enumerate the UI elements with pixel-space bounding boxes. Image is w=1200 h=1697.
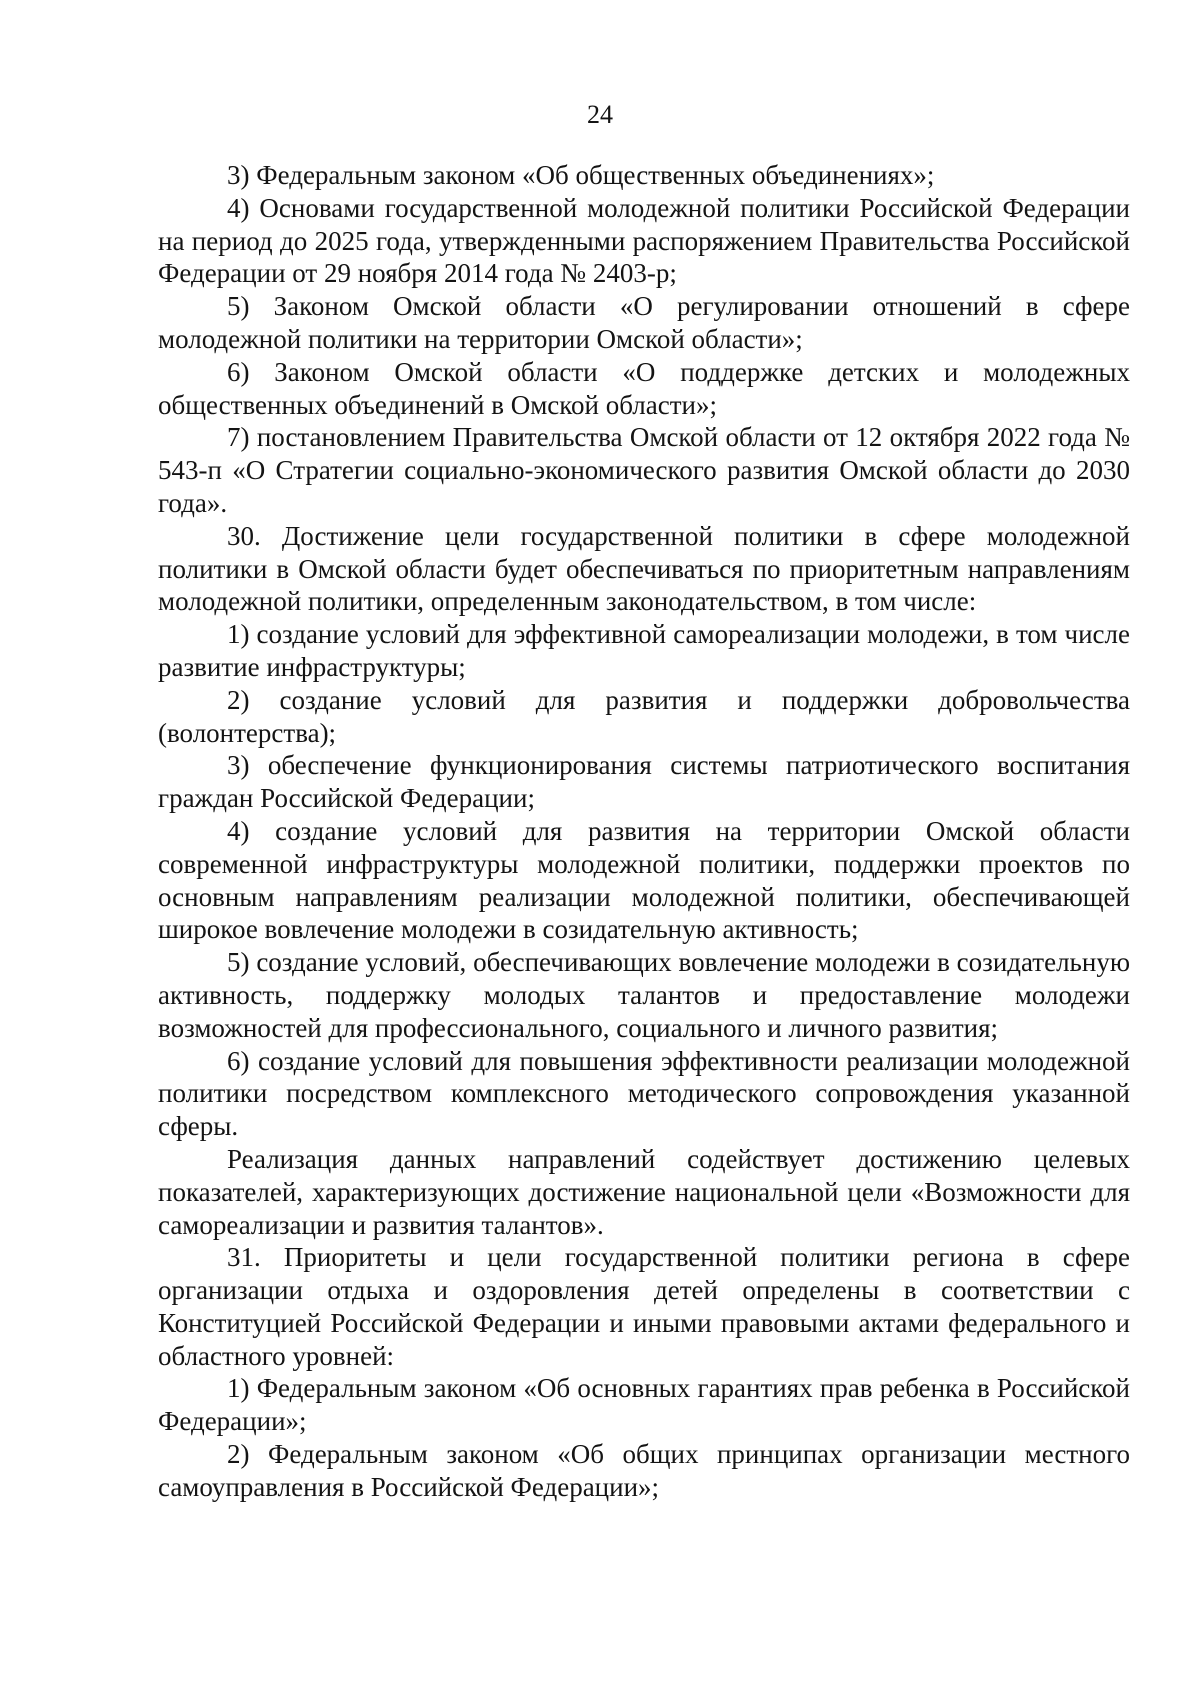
paragraph-youth-policy-foundations: 4) Основами государственной молодежной политики Российской Федерации на период до 2025 года, утвержденными распоряжением Правительства Российской Федерации от 29 ноября 2014 года № 2403-р;: [158, 192, 1130, 289]
paragraph-direction-5: 5) создание условий, обеспечивающих вовлечение молодежи в созидательную активность, поддержку молодых талантов и предоставление молодежи возможностей для профессионального, социального и личного развития;: [158, 947, 1130, 1043]
paragraph-direction-2: 2) создание условий для развития и поддержки добровольчества (волонтерства);: [158, 684, 1130, 748]
paragraph-omsk-associations-law: 6) Законом Омской области «О поддержке детских и молодежных общественных объединений в Омской области»;: [158, 356, 1130, 420]
document-body: [158, 159, 1130, 1504]
paragraph-law-public-associations: 3) Федеральным законом «Об общественных объединениях»;: [227, 160, 935, 190]
paragraph-national-goal: Реализация данных направлений содействует достижению целевых показателей, характеризующих достижение национальной цели «Возможности для самореализации и развития талантов».: [158, 1143, 1130, 1240]
page-number: 24: [587, 100, 613, 129]
paragraph-section-31: 31. Приоритеты и цели государственной политики региона в сфере организации отдыха и оздоровления детей определены в соответствии с Конституцией Российской Федерации и иными правовыми актами федерального и областного уровней:: [158, 1242, 1130, 1371]
paragraph-direction-3: 3) обеспечение функционирования системы патриотического воспитания граждан Российской Федерации;: [158, 750, 1130, 814]
paragraph-direction-6: 6) создание условий для повышения эффективности реализации молодежной политики посредством комплексного методического сопровождения указанной сферы.: [158, 1045, 1130, 1142]
paragraph-omsk-youth-policy-law: 5) Законом Омской области «О регулировании отношений в сфере молодежной политики на территории Омской области»;: [158, 291, 1130, 354]
paragraph-omsk-strategy-resolution: 7) постановлением Правительства Омской области от 12 октября 2022 года № 543-п «О Стратегии социально-экономического развития Омской области до 2030 года».: [158, 422, 1130, 518]
paragraph-child-rights-law: 1) Федеральным законом «Об основных гарантиях прав ребенка в Российской Федерации»;: [158, 1373, 1130, 1437]
paragraph-local-government-law: 2) Федеральным законом «Об общих принципах организации местного самоуправления в Российской Федерации»;: [158, 1439, 1130, 1502]
paragraph-direction-1: 1) создание условий для эффективной самореализации молодежи, в том числе развитие инфраструктуры;: [158, 619, 1130, 682]
paragraph-section-30: 30. Достижение цели государственной политики в сфере молодежной политики в Омской области будет обеспечиваться по приоритетным направлениям молодежной политики, определенным законодательством, в том числе:: [158, 520, 1130, 617]
paragraph-direction-4: 4) создание условий для развития на территории Омской области современной инфраструктуры молодежной политики, поддержки проектов по основным направлениям реализации молодежной политики, обеспечивающей широкое вовлечение молодежи в созидательную активность;: [158, 815, 1130, 945]
